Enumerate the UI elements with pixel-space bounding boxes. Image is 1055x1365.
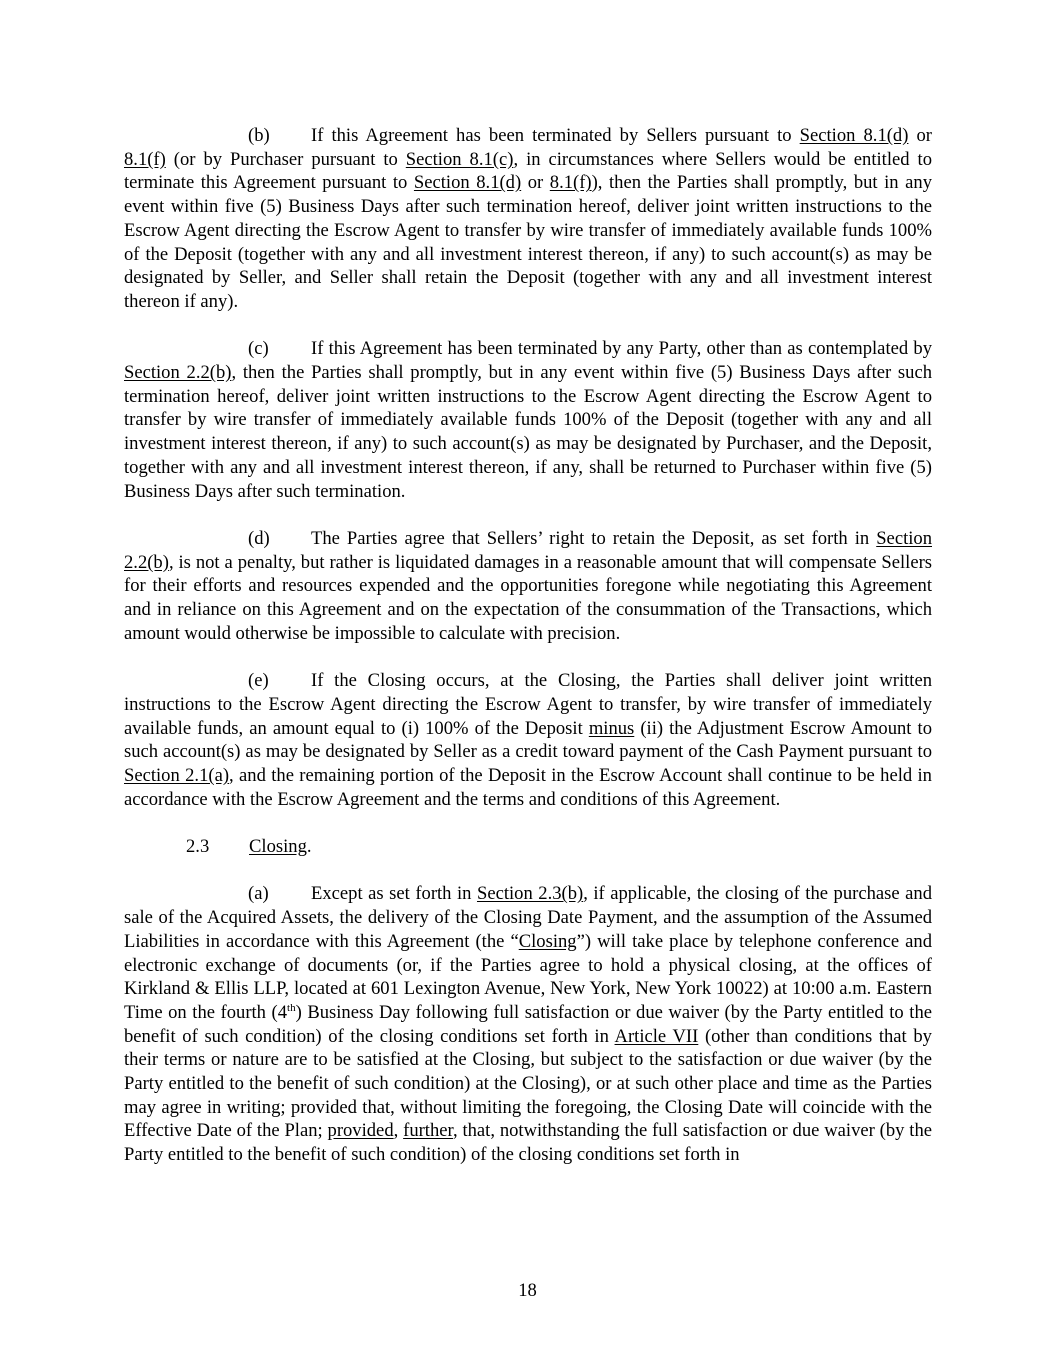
article-reference: Article VII [614,1025,699,1047]
paragraph-label: (e) [248,670,269,692]
paragraph-text: , that, notwithstanding the full satisfaction or due waiver (by the Party entitled to the benefit of such condition) of the closing conditions set forth in [124,1120,933,1166]
section-reference: Section 8.1(d) [799,125,909,146]
underlined-term: further [403,1120,453,1142]
paragraph-text: ) Business Day following full satisfaction or due waiver (by the Party entitled to the benefit of such condition) of the closing conditions set forth in [124,1001,932,1047]
section-heading-2-3 [186,835,932,859]
paragraph-2-2-d [124,527,932,646]
paragraph-text: (or by Purchaser pursuant to [165,148,406,170]
paragraph-text: , is not a penalty, but rather is liquidated damages in a reasonable amount that will compensate Sellers for their efforts and resources expended and the opportunities foregone while negotiating this Agreement and in reliance on this Agreement and on the expectation of the consummation of the Transactions, which amount would otherwise be impossible to calculate with precision. [124,551,932,644]
paragraph-text: Except as set forth in [311,883,477,905]
section-reference: Section 2.2(b) [124,362,232,384]
paragraph-label: (c) [248,338,269,360]
section-title: Closing [249,836,307,858]
underlined-term: provided [327,1120,394,1142]
paragraph-text: or [908,125,933,146]
document-page [124,124,932,1191]
paragraph-text: , and the remaining portion of the Deposit in the Escrow Account shall continue to be held in accordance with the Escrow Agreement and the terms and conditions of this Agreement. [124,764,932,810]
paragraph-2-3-a [124,882,932,1166]
underlined-term: minus [588,717,635,739]
paragraph-2-2-e [124,669,932,811]
section-reference: 8.1(f) [549,172,592,194]
paragraph-2-2-c [124,337,932,503]
paragraph-text: (ii) the Adjustment Escrow Amount to such account(s) as may be designated by Seller as a credit toward payment of the Cash Payment pursuant to [124,717,932,763]
section-reference: 8.1(f) [124,148,166,170]
defined-term: Closing [518,930,577,952]
paragraph-2-2-b [124,124,932,314]
paragraph-text: , if applicable, the closing of the purchase and sale of the Acquired Assets, the delivery of the Closing Date Payment, and the assumption of the Assumed Liabilities in accordance with this Agreement (the “ [124,883,932,952]
paragraph-text: , [393,1120,404,1142]
ordinal-superscript: th [287,1001,296,1014]
section-number: 2.3 [186,836,210,858]
page-number: 18 [518,1280,537,1301]
paragraph-text: If this Agreement has been terminated by any Party, other than as contemplated by [311,338,932,360]
section-reference: Section 8.1(c) [405,148,514,170]
paragraph-text: or [521,172,550,194]
section-reference: Section 2.3(b) [476,883,584,905]
section-title-period: . [306,836,312,858]
paragraph-text: If the Closing occurs, at the Closing, the Parties shall deliver joint written instructions to the Escrow Agent directing the Escrow Agent to transfer, by wire transfer of immediately available funds, an amount equal to (i) 100% of the Deposit [124,670,932,739]
paragraph-text: If this Agreement has been terminated by Sellers pursuant to [311,125,800,146]
paragraph-label: (d) [248,527,270,549]
paragraph-text: The Parties agree that Sellers’ right to retain the Deposit, as set forth in [311,527,877,549]
section-reference: Section 2.2(b) [124,527,932,573]
paragraph-label: (a) [248,883,269,905]
paragraph-label: (b) [248,125,270,146]
section-reference: Section 2.1(a) [124,764,230,786]
paragraph-text: , in circumstances where Sellers would be entitled to terminate this Agreement pursuant to [124,148,932,194]
paragraph-text: ”) will take place by telephone conference and electronic exchange of documents (or, if the Parties agree to hold a physical closing, at the offices of Kirkland & Ellis LLP, located at 601 Lexington Avenue, New York, New York 10022) at 10:00 a.m. Eastern Time on the fourth (4 [124,930,933,1023]
section-reference: Section 8.1(d) [413,172,522,194]
paragraph-text: ), then the Parties shall promptly, but in any event within five (5) Business Days after such termination hereof, deliver joint written instructions to the Escrow Agent directing the Escrow Agent to transfer by wire transfer of immediately available funds 100% of the Deposit (together with any and all investment interest thereon, if any) to such account(s) as may be designated by Seller, and Seller shall retain the Deposit (together with any and all investment interest thereon if any). [124,172,933,312]
paragraph-text: (other than conditions that by their terms or nature are to be satisfied at the Closing, but subject to the satisfaction or due waiver (by the Party entitled to the benefit of such condition) at the Closing), or at such other place and time as the Parties may agree in writing; provided that, without limiting the foregoing, the Closing Date will coincide with the Effective Date of the Plan; [124,1025,932,1142]
paragraph-text: , then the Parties shall promptly, but in any event within five (5) Business Days after such termination hereof, deliver joint written instructions to the Escrow Agent directing the Escrow Agent to transfer by wire transfer of immediately available funds 100% of the Deposit (together with any and all investment interest thereon, if any) to such account(s) as may be designated by Purchaser, and the Deposit, together with any and all investment interest thereon, if any, shall be returned to Purchaser within five (5) Business Days after such termination. [124,362,933,502]
